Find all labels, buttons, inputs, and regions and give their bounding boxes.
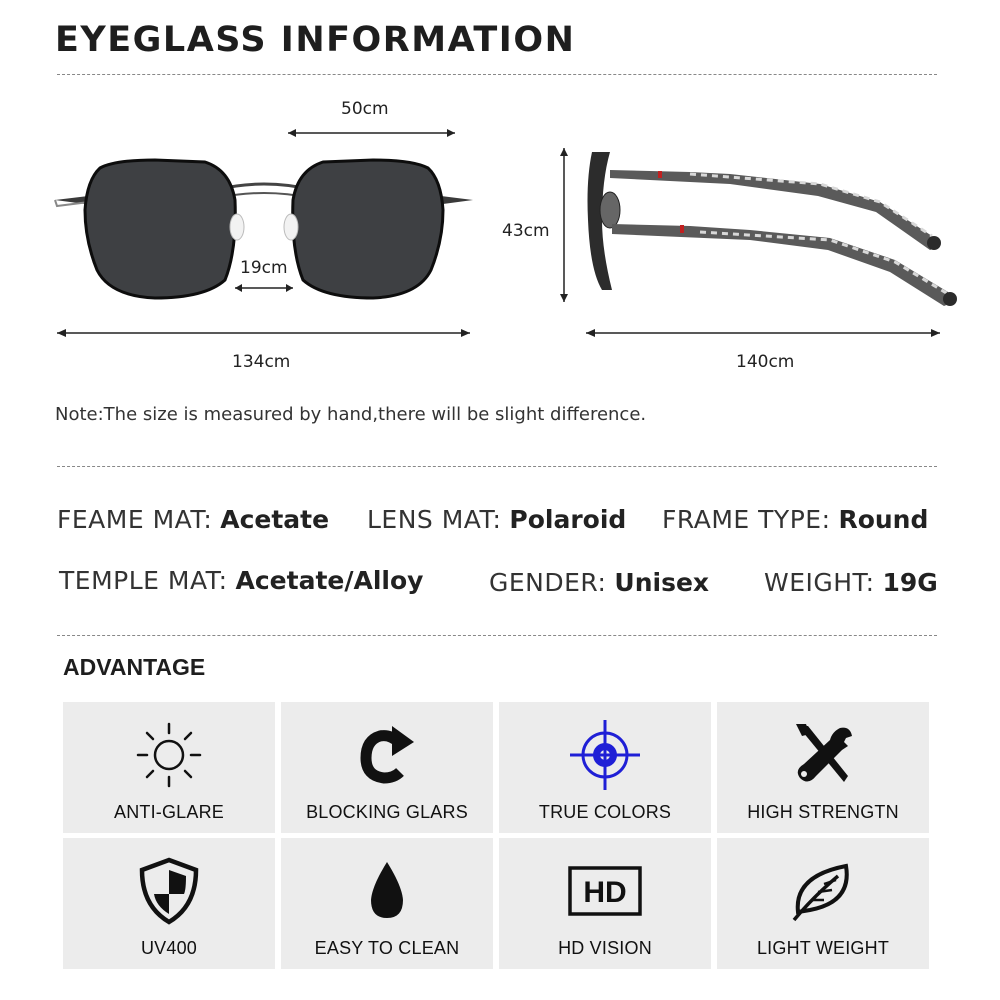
measurement-note: Note:The size is measured by hand,there will be slight difference. bbox=[55, 404, 647, 425]
hd-icon bbox=[568, 866, 642, 916]
divider bbox=[57, 635, 937, 636]
advantage-label: TRUE COLORS bbox=[538, 802, 672, 822]
advantage-tile-light-weight bbox=[717, 838, 929, 969]
advantage-tile-uv400 bbox=[63, 838, 275, 969]
divider bbox=[57, 466, 937, 467]
advantage-label: UV400 bbox=[140, 938, 198, 958]
advantage-heading: ADVANTAGE bbox=[63, 654, 206, 680]
advantage-tile-true-colors bbox=[499, 702, 711, 833]
advantage-tile-anti-glare bbox=[63, 702, 275, 833]
frame-width-label: 134cm bbox=[232, 352, 291, 372]
spec-lens-material: LENS MAT: Polaroid bbox=[367, 505, 627, 534]
advantage-label: HD VISION bbox=[558, 938, 652, 958]
target-crosshair-icon bbox=[570, 720, 640, 790]
advantage-tile-hd-vision bbox=[499, 838, 711, 969]
spec-gender: GENDER: Unisex bbox=[489, 568, 710, 597]
svg-text:HD: HD bbox=[583, 876, 627, 909]
advantage-tile-easy-to-clean bbox=[281, 838, 493, 969]
page-title: EYEGLASS INFORMATION bbox=[55, 20, 576, 60]
glasses-front-view bbox=[45, 90, 485, 380]
spec-frame-type: FRAME TYPE: Round bbox=[662, 505, 929, 534]
advantage-tile-high-strength bbox=[717, 702, 929, 833]
glasses-side-view bbox=[550, 140, 970, 380]
redo-arrow-icon bbox=[352, 720, 422, 790]
advantage-label: ANTI-GLARE bbox=[113, 802, 225, 822]
advantage-label: BLOCKING GLARS bbox=[306, 802, 468, 822]
advantage-label: LIGHT WEIGHT bbox=[756, 938, 890, 958]
lens-width-label: 50cm bbox=[341, 99, 389, 119]
temple-length-label: 140cm bbox=[736, 352, 795, 372]
water-drop-icon bbox=[352, 856, 422, 926]
tools-icon bbox=[788, 720, 858, 790]
spec-frame-material: FEAME MAT: Acetate bbox=[57, 505, 330, 534]
leaf-icon bbox=[788, 856, 858, 926]
advantage-label: HIGH STRENGTN bbox=[747, 802, 899, 822]
bridge-width-label: 19cm bbox=[240, 258, 288, 278]
shield-icon bbox=[134, 856, 204, 926]
divider bbox=[57, 74, 937, 75]
advantage-tile-blocking-glars bbox=[281, 702, 493, 833]
lens-height-label: 43cm bbox=[502, 221, 550, 241]
advantage-label: EASY TO CLEAN bbox=[314, 938, 460, 958]
spec-temple-material: TEMPLE MAT: Acetate/Alloy bbox=[59, 566, 424, 595]
spec-weight: WEIGHT: 19G bbox=[764, 568, 938, 597]
sun-icon bbox=[134, 720, 204, 790]
